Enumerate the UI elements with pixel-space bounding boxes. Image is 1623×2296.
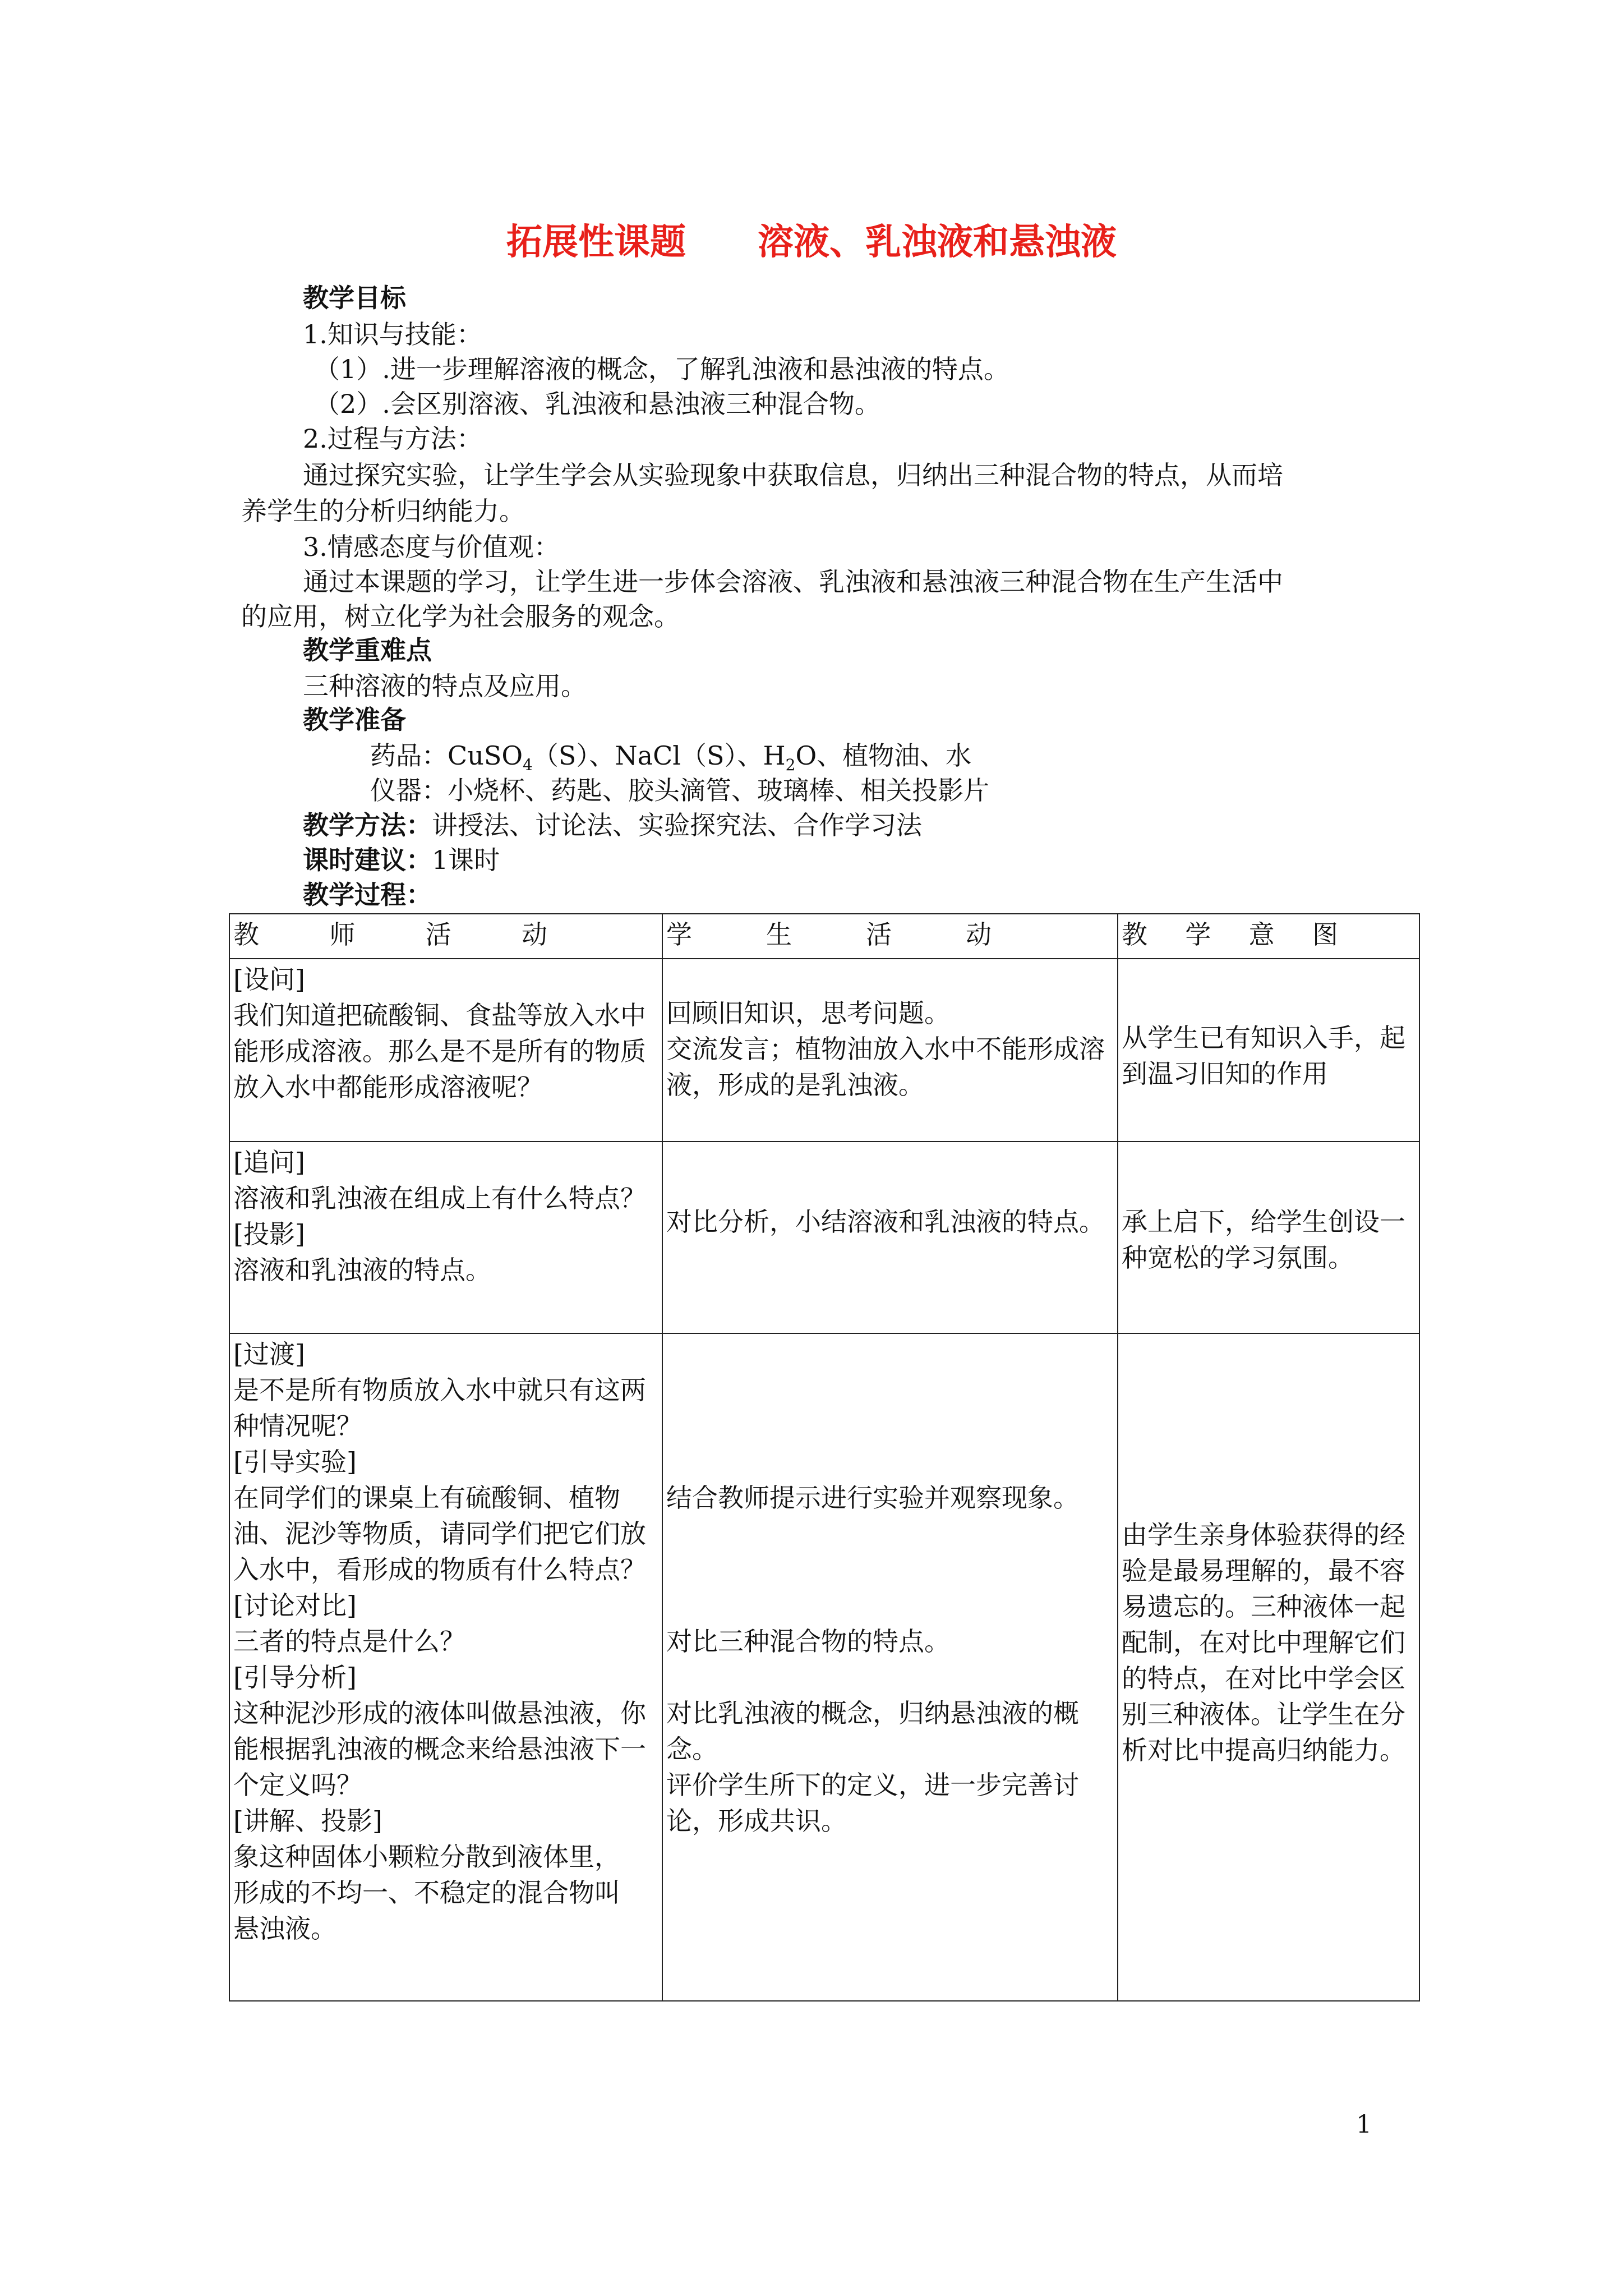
process-method-text-2: 养学生的分析归纳能力。 [241, 496, 525, 526]
intent-cell: 从学生已有知识入手，起到温习旧知的作用 [1118, 959, 1419, 1142]
table-row [229, 1333, 1419, 2001]
preparation-heading: 教学准备 [303, 705, 406, 735]
emotion-text-2: 的应用，树立化学为社会服务的观念。 [241, 601, 680, 632]
emotion-heading: 3.情感态度与价值观： [303, 532, 560, 562]
objectives-heading: 教学目标 [303, 283, 406, 313]
knowledge-item-1: （1）.进一步理解溶液的概念，了解乳浊液和悬浊液的特点。 [314, 354, 1009, 384]
teaching-process-label: 教学过程： [303, 880, 432, 910]
process-method-heading: 2.过程与方法： [303, 424, 482, 454]
preparation-instruments: 仪器：小烧杯、药匙、胶头滴管、玻璃棒、相关投影片 [370, 775, 989, 806]
student-cell: 回顾旧知识，思考问题。 交流发言；植物油放入水中不能形成溶液，形成的是乳浊液。 [662, 959, 1118, 1142]
class-hours: 课时建议：1课时 [303, 845, 500, 875]
knowledge-heading: 1.知识与技能： [303, 319, 482, 349]
key-points-heading: 教学重难点 [303, 635, 432, 665]
header-teaching-intent: 教 学 意 图 [1118, 914, 1419, 959]
header-student-activity: 学 生 活 动 [662, 914, 1118, 959]
table-row [229, 959, 1419, 1142]
knowledge-item-2: （2）.会区别溶液、乳浊液和悬浊液三种混合物。 [314, 389, 880, 419]
emotion-text-1: 通过本课题的学习，让学生进一步体会溶液、乳浊液和悬浊液三种混合物在生产生活中 [303, 567, 1283, 597]
page-title: 拓展性课题 溶液、乳浊液和悬浊液 [506, 221, 1117, 263]
preparation-drugs: 药品：CuSO$_4$（S）、NaCl（S）、$H_2O$、植物油、水 [370, 740, 972, 774]
table-header-row [229, 914, 1419, 959]
student-cell: 对比分析，小结溶液和乳浊液的特点。 [662, 1142, 1118, 1333]
key-points-text: 三种溶液的特点及应用。 [303, 671, 587, 701]
header-teacher-activity: 教 师 活 动 [229, 914, 662, 959]
table-row [229, 1142, 1419, 1333]
teacher-cell: [追问] 溶液和乳浊液在组成上有什么特点？ [投影] 溶液和乳浊液的特点。 [229, 1142, 662, 1333]
process-method-text-1: 通过探究实验，让学生学会从实验现象中获取信息，归纳出三种混合物的特点，从而培 [303, 460, 1283, 490]
page-number: 1 [1356, 2110, 1372, 2139]
student-cell: 结合教师提示进行实验并观察现象。 对比三种混合物的特点。 对比乳浊液的概念，归纳悬浊液的概念。 评价学生所下的定义，进一步完善讨论，形成共识。 [662, 1333, 1118, 2001]
intent-cell: 承上启下，给学生创设一种宽松的学习氛围。 [1118, 1142, 1419, 1333]
teaching-process-table [229, 913, 1420, 2001]
teaching-methods: 教学方法：讲授法、讨论法、实验探究法、合作学习法 [303, 810, 922, 840]
intent-cell: 由学生亲身体验获得的经验是最易理解的，最不容易遗忘的。三种液体一起配制，在对比中理解它们的特点，在对比中学会区别三种液体。让学生在分析对比中提高归纳能力。 [1118, 1333, 1419, 2001]
teacher-cell: [过渡] 是不是所有物质放入水中就只有这两种情况呢？ [引导实验] 在同学们的课桌上有硫酸铜、植物油、泥沙等物质，请同学们把它们放入水中，看形成的物质有什么特点？ [讨论对比] 三者的特点是什么？ [引导分析] 这种泥沙形成的液体叫做悬浊液，你能根据乳浊液的概念来给悬浊液下一个定义吗？ [讲解、投影] 象这种固体小颗粒分散到液体里， 形成的不均一、不稳定的混合物叫 悬浊液。 [229, 1333, 662, 2001]
teacher-cell: [设问] 我们知道把硫酸铜、食盐等放入水中能形成溶液。那么是不是所有的物质放入水中都能形成溶液呢？ [229, 959, 662, 1142]
